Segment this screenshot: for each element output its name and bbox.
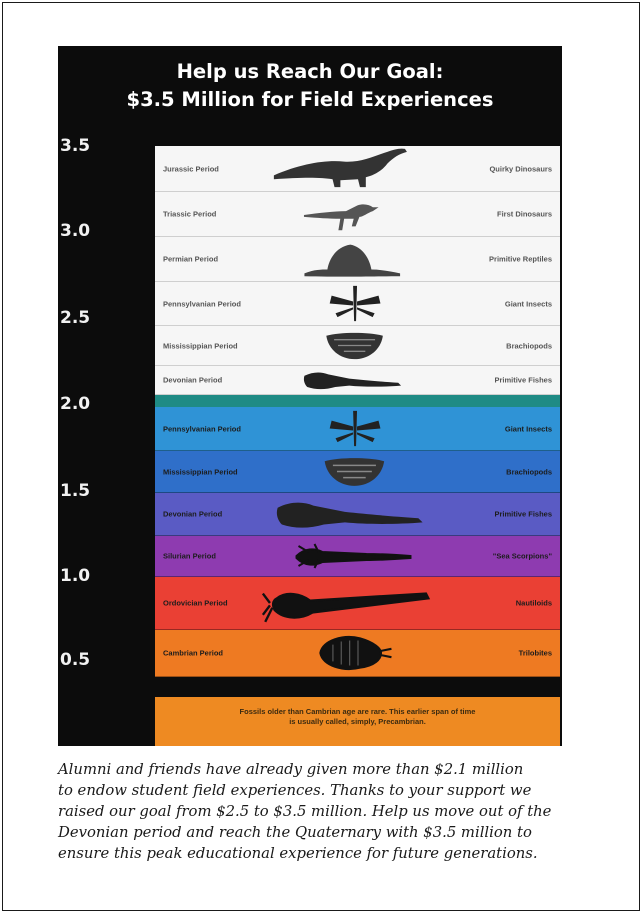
fossil-type: Giant Insects xyxy=(504,424,552,433)
caption-line2: to endow student field experiences. Thanks to your support we xyxy=(58,782,532,799)
period-band xyxy=(155,146,560,192)
nautiloid-icon xyxy=(260,577,437,629)
axis-label: 2.5 xyxy=(60,308,91,328)
caption-line3: raised our goal from $2.5 to $3.5 million. Help us move out of the xyxy=(58,803,552,820)
period-name: Cambrian Period xyxy=(163,648,224,658)
period-name: Pennsylvanian Period xyxy=(163,424,241,433)
fossil-type: Nautiloids xyxy=(515,598,552,608)
article-caption xyxy=(58,759,618,864)
fossil-type: Primitive Fishes xyxy=(494,509,552,519)
fossil-type: Brachiopods xyxy=(506,341,552,350)
footnote-line1: Fossils older than Cambrian age are rare. This earlier span of time xyxy=(239,707,476,716)
armored-fish-icon xyxy=(271,493,429,535)
poster-title-line2: $3.5 Million for Field Experiences xyxy=(126,88,494,111)
fossil-type: First Dinosaurs xyxy=(496,209,552,219)
period-name: Triassic Period xyxy=(163,209,217,219)
trilobite-icon xyxy=(312,630,396,676)
small-dinosaur-icon xyxy=(300,192,405,236)
armored-fish-icon xyxy=(300,366,405,394)
period-band xyxy=(155,326,560,366)
sea-scorpion-icon xyxy=(286,536,416,576)
axis-label: 0.5 xyxy=(60,650,91,670)
period-name: Mississippian Period xyxy=(163,467,238,476)
period-band xyxy=(155,536,560,577)
poster-title-line1: Help us Reach Our Goal: xyxy=(176,60,444,83)
fossil-type: Primitive Reptiles xyxy=(489,254,552,264)
period-band xyxy=(155,493,560,536)
axis-label: 3.5 xyxy=(60,136,91,156)
caption-line4: Devonian period and reach the Quaternary with $3.5 million to xyxy=(58,824,532,841)
period-band xyxy=(155,451,560,493)
axis-label: 3.0 xyxy=(60,221,91,241)
fundraising-poster xyxy=(58,46,562,746)
period-band xyxy=(155,407,560,451)
period-name: Jurassic Period xyxy=(163,164,219,173)
period-name: Devonian Period xyxy=(163,509,223,519)
footnote-line2: is usually called, simply, Precambrian. xyxy=(289,717,426,726)
period-name: Devonian Period xyxy=(163,375,223,385)
period-name: Mississippian Period xyxy=(163,341,238,350)
fossil-type: "Sea Scorpions" xyxy=(492,551,552,561)
period-band xyxy=(155,192,560,237)
period-band xyxy=(155,366,560,395)
current-progress-marker xyxy=(155,395,560,407)
dimetrodon-icon xyxy=(294,237,409,281)
fossil-type: Giant Insects xyxy=(504,299,552,308)
period-band xyxy=(155,577,560,630)
fossil-type: Brachiopods xyxy=(506,467,552,476)
period-band xyxy=(155,630,560,677)
caption-line5: ensure this peak educational experience for future generations. xyxy=(58,845,538,862)
precambrian-footnote xyxy=(155,697,560,746)
period-name: Pennsylvanian Period xyxy=(163,299,241,308)
period-band xyxy=(155,282,560,326)
fossil-type: Quirky Dinosaurs xyxy=(489,164,552,173)
axis-label: 1.5 xyxy=(60,481,91,501)
fossil-type: Primitive Fishes xyxy=(494,375,552,385)
axis-label: 1.0 xyxy=(60,566,91,586)
dragonfly-icon xyxy=(325,282,384,325)
poster-title xyxy=(58,58,562,114)
brachiopod-icon xyxy=(320,326,388,365)
period-name: Ordovician Period xyxy=(163,598,228,608)
axis-label: 2.0 xyxy=(60,394,91,414)
period-band xyxy=(155,237,560,282)
brachiopod-icon xyxy=(318,451,390,492)
dragonfly-icon xyxy=(325,407,384,450)
fossil-type: Trilobites xyxy=(518,648,552,658)
sauropod-icon xyxy=(271,146,428,191)
period-name: Permian Period xyxy=(163,254,219,264)
period-name: Silurian Period xyxy=(163,551,216,561)
caption-line1: Alumni and friends have already given more than $2.1 million xyxy=(58,761,524,778)
